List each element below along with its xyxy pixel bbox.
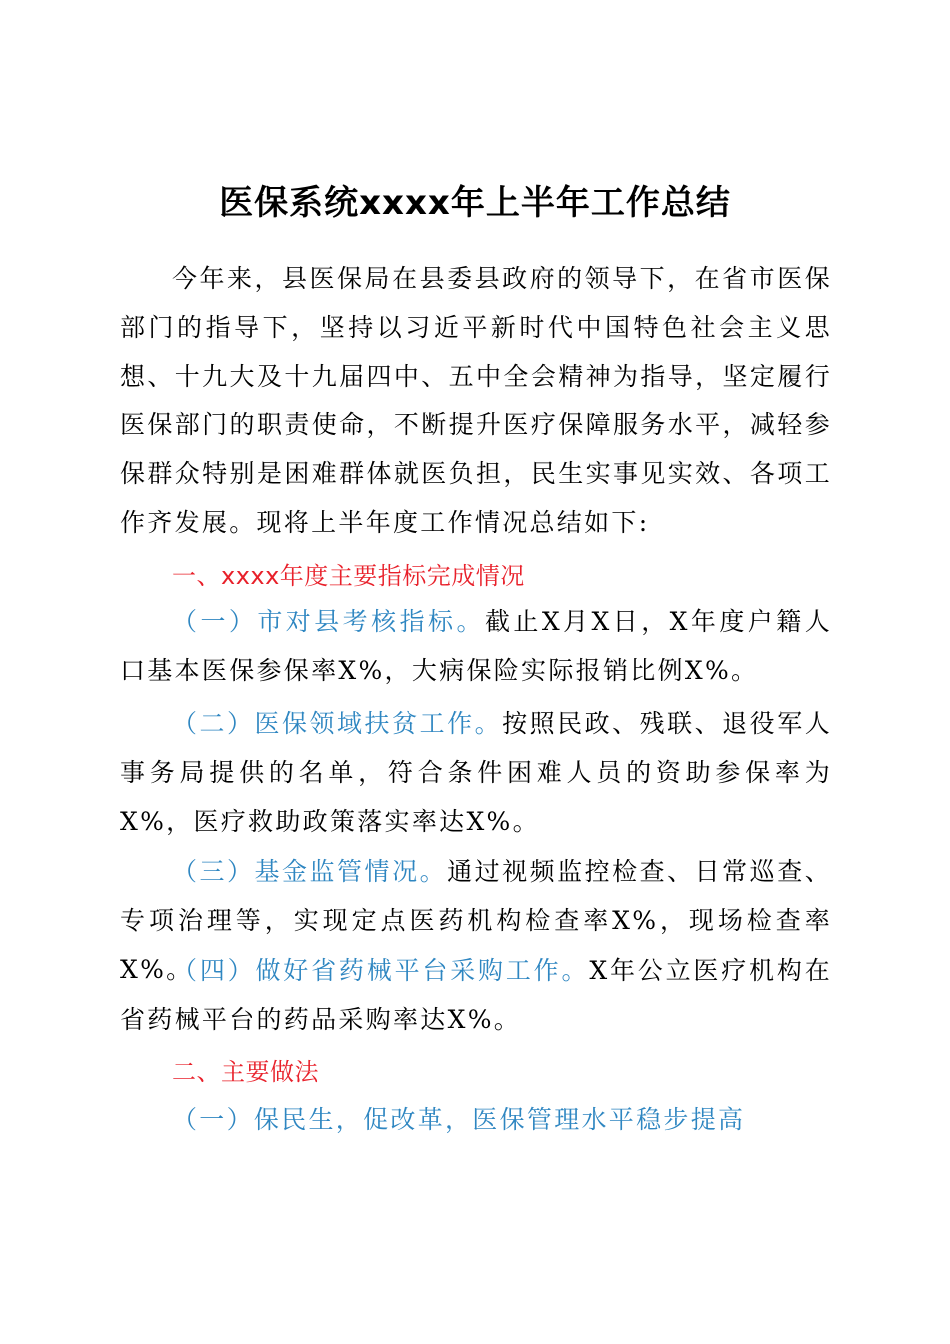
section-1-item-4: [120, 947, 832, 1045]
document-title: 医保系统xxxx年上半年工作总结: [219, 183, 731, 223]
item-3-text: 通过视频监控检查、日常巡查、专项治理等，实现定点医药机构检查率X%，现场检查率X%。: [120, 857, 832, 984]
item-2-text: 按照民政、残联、退役军人事务局提供的名单，符合条件困难人员的资助参保率为X%，医疗救助政策落实率达X%。: [120, 709, 832, 836]
intro-paragraph: 今年来，县医保局在县委县政府的领导下，在省市医保部门的指导下，坚持以习近平新时代中国特色社会主义思想、十九大及十九届四中、五中全会精神为指导，坚定履行医保部门的职责使命，不断提升医疗保障服务水平，减轻参保群众特别是困难群体就医负担，民生实事见实效、各项工作齐发展。现将上半年度工作情况总结如下:: [120, 264, 832, 537]
section-1-item-1: [120, 598, 832, 696]
section-2-subheading: （一）保民生，促改革，医保管理水平稳步提高: [172, 1105, 746, 1134]
section-1-heading: 一、xxxx年度主要指标完成情况: [172, 562, 525, 590]
item-2-label: （二）医保领域扶贫工作。: [172, 709, 503, 738]
section-2-heading: 二、主要做法: [172, 1058, 319, 1086]
item-4-text: X年公立医疗机构在省药械平台的药品采购率达X%。: [120, 956, 832, 1034]
item-3-label: （三）基金监管情况。: [172, 857, 448, 886]
item-4-label: （四）做好省药械平台采购工作。: [172, 956, 590, 985]
item-1-label: （一）市对县考核指标。: [172, 607, 485, 636]
item-1-text: 截止X月X日，X年度户籍人口基本医保参保率X%，大病保险实际报销比例X%。: [120, 607, 833, 685]
section-1-item-2: [120, 700, 832, 846]
